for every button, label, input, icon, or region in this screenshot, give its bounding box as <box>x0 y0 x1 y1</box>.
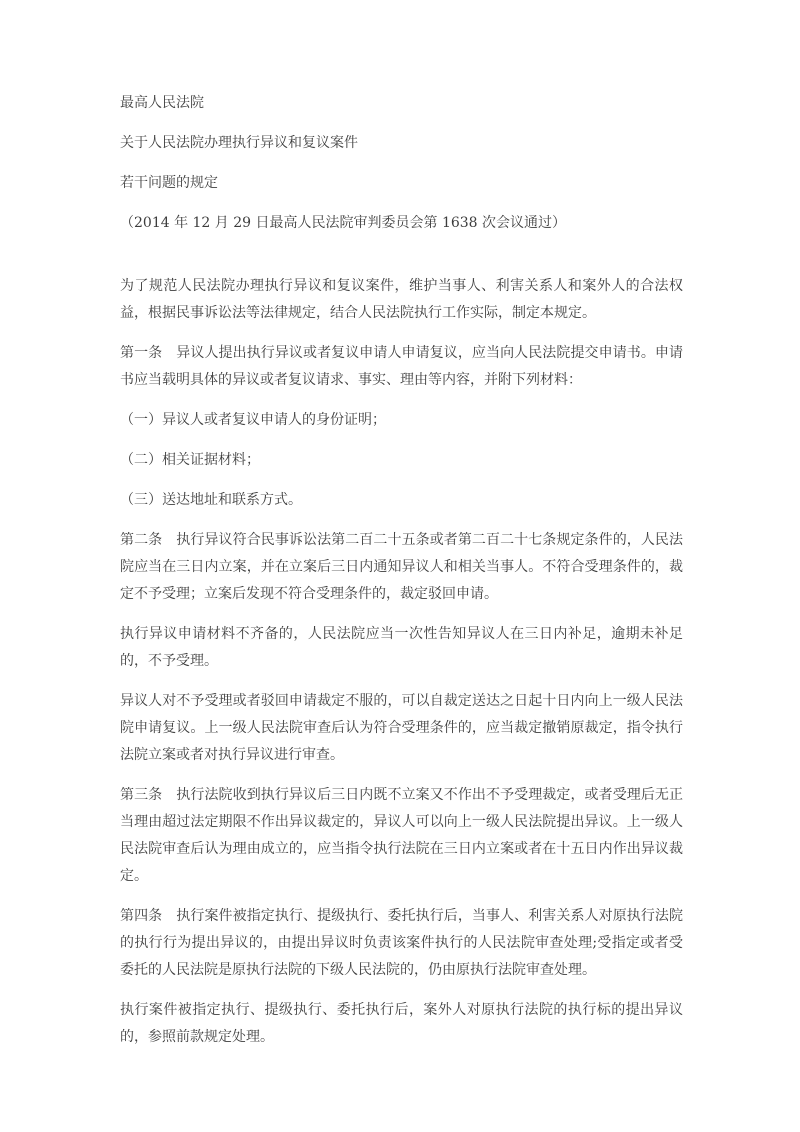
doc-paragraph-article-1: 第一条 异议人提出执行异议或者复议申请人申请复议，应当向人民法院提交申请书。申请书应当载明具体的异议或者复议请求、事实、理由等内容，并附下列材料： <box>120 345 683 388</box>
doc-adoption-meta-line: （2014 年 12 月 29 日最高人民法院审判委员会第 1638 次会议通过） <box>120 215 567 231</box>
doc-paragraph-preamble: 为了规范人民法院办理执行异议和复议案件，维护当事人、利害关系人和案外人的合法权益，根据民事诉讼法等法律规定，结合人民法院执行工作实际，制定本规定。 <box>120 278 683 321</box>
doc-paragraph-article-1-item-2: （二）相关证据材料； <box>120 452 260 468</box>
doc-title-line-1: 最高人民法院 <box>120 95 204 111</box>
doc-paragraph-article-2-para-2: 执行异议申请材料不齐备的，人民法院应当一次性告知异议人在三日内补足，逾期未补足的，不予受理。 <box>120 626 683 669</box>
legal-document <box>120 90 683 1064</box>
doc-paragraph-article-3: 第三条 执行法院收到执行异议后三日内既不立案又不作出不予受理裁定，或者受理后无正当理由超过法定期限不作出异议裁定的，异议人可以向上一级人民法院提出异议。上一级人民法院审查后认为理由成立的，应当指令执行法院在三日内立案或者在十五日内作出异议裁定。 <box>120 787 683 884</box>
doc-paragraph-article-1-item-3: （三）送达地址和联系方式。 <box>120 492 302 508</box>
doc-paragraph-article-4: 第四条 执行案件被指定执行、提级执行、委托执行后，当事人、利害关系人对原执行法院的执行行为提出异议的，由提出异议时负责该案件执行的人民法院审查处理;受指定或者受委托的人民法院是原执行法院的下级人民法院的，仍由原执行法院审查处理。 <box>120 908 683 978</box>
doc-paragraph-article-2-para-3: 异议人对不予受理或者驳回申请裁定不服的，可以自裁定送达之日起十日内向上一级人民法院申请复议。上一级人民法院审查后认为符合受理条件的，应当裁定撤销原裁定，指令执行法院立案或者对执行异议进行审查。 <box>120 693 683 763</box>
doc-paragraph-article-4-para-2: 执行案件被指定执行、提级执行、委托执行后，案外人对原执行法院的执行标的提出异议的，参照前款规定处理。 <box>120 1002 683 1045</box>
doc-paragraph-article-2: 第二条 执行异议符合民事诉讼法第二百二十五条或者第二百二十七条规定条件的，人民法院应当在三日内立案，并在立案后三日内通知异议人和相关当事人。不符合受理条件的，裁定不予受理；立案后发现不符合受理条件的，裁定驳回申请。 <box>120 532 683 602</box>
doc-title-line-3: 若干问题的规定 <box>120 175 218 191</box>
doc-paragraph-article-1-item-1: （一）异议人或者复议申请人的身份证明； <box>120 412 386 428</box>
doc-title-line-2: 关于人民法院办理执行异议和复议案件 <box>120 135 358 151</box>
